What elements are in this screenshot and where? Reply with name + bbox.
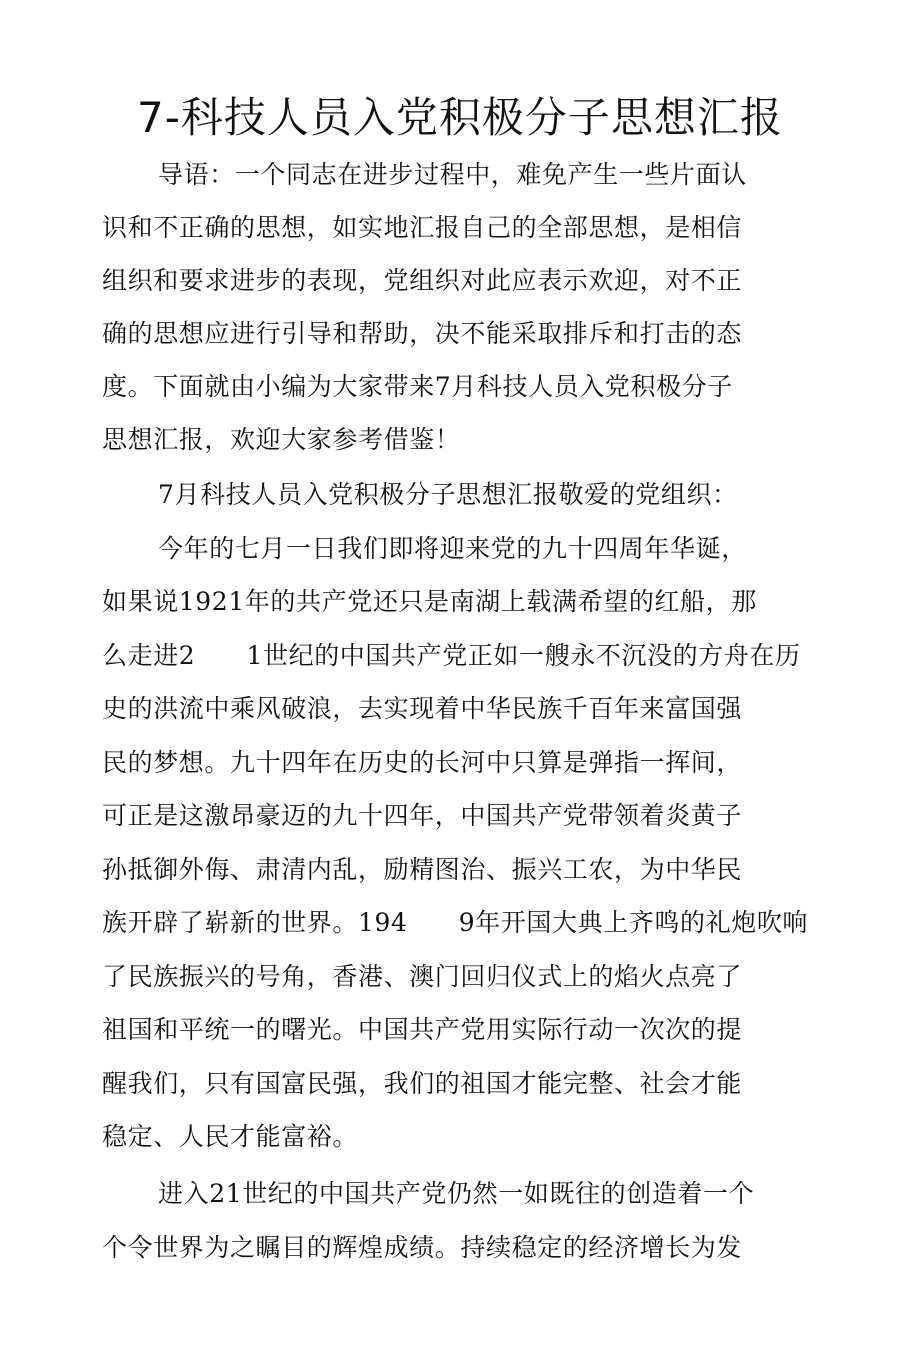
- text-line: 了民族振兴的号角，香港、澳门回归仪式上的焰火点亮了: [102, 962, 743, 991]
- text-line: 如果说1921年的共产党还只是南湖上载满希望的红船，那: [102, 587, 757, 616]
- text-line: 识和不正确的思想，如实地汇报自己的全部思想，是相信: [102, 213, 743, 242]
- text-line: 醒我们，只有国富民强，我们的祖国才能完整、社会才能: [102, 1069, 743, 1098]
- text-line: 度。下面就由小编为大家带来7月科技人员入党积极分子: [102, 372, 733, 401]
- text-line: 确的思想应进行引导和帮助，决不能采取排斥和打击的态: [102, 319, 743, 348]
- document-title: 7-科技人员入党积极分子思想汇报: [137, 93, 783, 142]
- text-line: 可正是这激昂豪迈的九十四年，中国共产党带领着炎黄子: [102, 801, 743, 830]
- text-line: 孙抵御外侮、肃清内乱，励精图治、振兴工农，为中华民: [102, 855, 743, 884]
- text-line: 个令世界为之瞩目的辉煌成绩。持续稳定的经济增长为发: [102, 1233, 743, 1262]
- text-line: 族开辟了崭新的世界。194 9年开国大典上齐鸣的礼炮吹响: [102, 908, 809, 937]
- text-line: 7月科技人员入党积极分子思想汇报敬爱的党组织：: [158, 480, 738, 509]
- text-line: 进入21世纪的中国共产党仍然一如既往的创造着一个: [158, 1179, 755, 1208]
- text-line: 祖国和平统一的曙光。中国共产党用实际行动一次次的提: [102, 1015, 743, 1044]
- text-line: 民的梦想。九十四年在历史的长河中只算是弹指一挥间，: [102, 748, 743, 777]
- text-line: 思想汇报，欢迎大家参考借鉴！: [102, 425, 461, 454]
- text-line: 导语：一个同志在进步过程中，难免产生一些片面认: [158, 160, 747, 189]
- text-line: 稳定、人民才能富裕。: [102, 1122, 359, 1151]
- text-line: 组织和要求进步的表现，党组织对此应表示欢迎，对不正: [102, 266, 743, 295]
- text-line: 么走进2 1世纪的中国共产党正如一艘永不沉没的方舟在历: [102, 641, 801, 670]
- text-line: 史的洪流中乘风破浪，去实现着中华民族千百年来富国强: [102, 694, 743, 723]
- text-line: 今年的七月一日我们即将迎来党的九十四周年华诞，: [158, 534, 747, 563]
